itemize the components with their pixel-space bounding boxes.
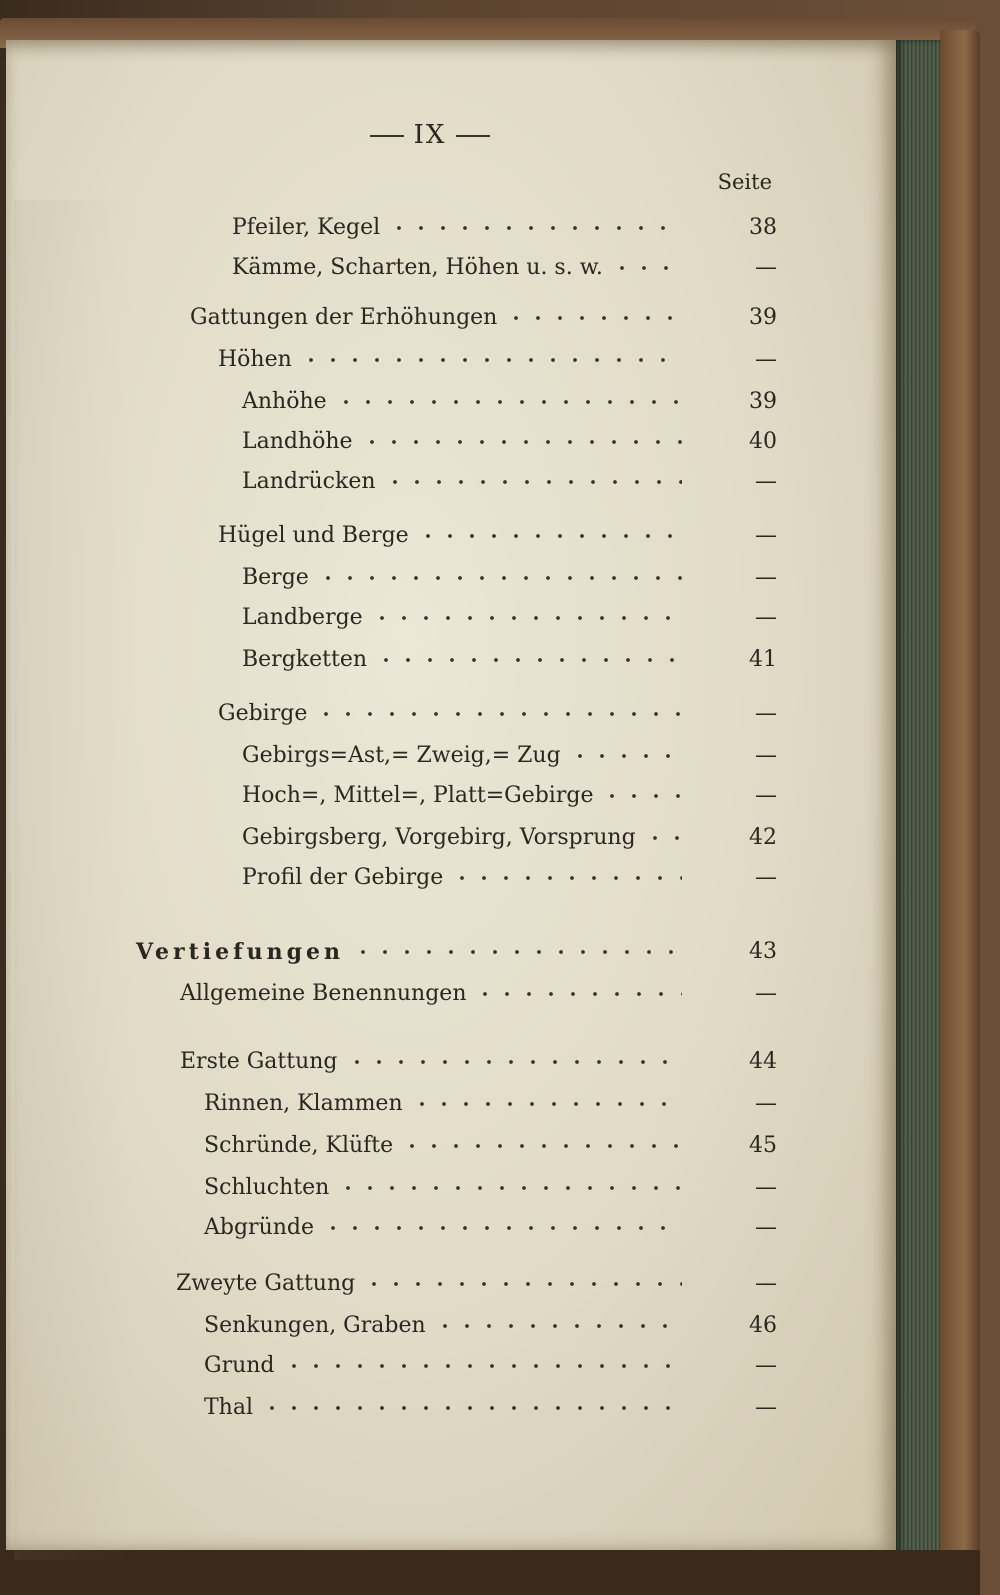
leader-dots <box>401 1130 682 1162</box>
leader-dots <box>335 386 682 418</box>
toc-entry <box>204 1392 690 1424</box>
leader-dots <box>322 1212 682 1244</box>
toc-entry-title: Erste Gattung <box>180 1049 338 1074</box>
toc-entry <box>204 1172 690 1204</box>
toc-entry-title: Höhen <box>218 347 292 372</box>
toc-entry <box>242 740 690 772</box>
toc-entry <box>204 1088 690 1120</box>
leader-dots <box>474 978 682 1010</box>
toc-entry-page: — <box>755 743 777 768</box>
leader-dots <box>505 302 682 334</box>
leader-dots <box>361 426 682 458</box>
header-rule-left <box>370 135 404 137</box>
toc-entry-title: Schründe, Klüfte <box>204 1133 394 1158</box>
toc-entry-page: — <box>755 347 777 372</box>
toc-entry-page: — <box>755 1091 777 1116</box>
toc-entry-page: — <box>755 565 777 590</box>
toc-entry-title: Zweyte Gattung <box>176 1271 356 1296</box>
leader-dots <box>317 562 682 594</box>
leader-dots <box>417 520 682 552</box>
book-cover-edge <box>940 30 980 1560</box>
toc-entry-title: Thal <box>204 1395 253 1420</box>
leader-dots <box>375 644 682 676</box>
toc-entry <box>242 602 690 634</box>
toc-entry-page: 40 <box>749 429 777 454</box>
toc-entry-page: 44 <box>749 1049 777 1074</box>
toc-entry <box>190 302 690 334</box>
leader-dots <box>569 740 682 772</box>
leader-dots <box>611 252 682 284</box>
toc-entry <box>180 1046 690 1078</box>
toc-entry-title: Hoch=, Mittel=, Platt=Gebirge <box>242 783 594 808</box>
leader-dots <box>300 344 682 376</box>
toc-entry <box>204 1212 690 1244</box>
toc-entry-page: — <box>755 469 777 494</box>
toc-entry-title: Gebirgsberg, Vorgebirg, Vorsprung <box>242 825 636 850</box>
header-rule-right <box>456 135 490 137</box>
toc-entry <box>242 780 690 812</box>
toc-entry-title: Bergketten <box>242 647 368 672</box>
toc-entry <box>218 344 690 376</box>
toc-entry-title: Kämme, Scharten, Höhen u. s. w. <box>232 255 603 280</box>
toc-entry <box>242 562 690 594</box>
toc-entry-title: Allgemeine Benennungen <box>180 981 467 1006</box>
toc-entry-page: — <box>755 605 777 630</box>
toc-entry-title: Schluchten <box>204 1175 330 1200</box>
toc-entry-title: Grund <box>204 1353 275 1378</box>
leader-dots <box>315 698 682 730</box>
toc-entry-page: — <box>755 701 777 726</box>
toc-entry-page: — <box>755 865 777 890</box>
toc-entry <box>204 1310 690 1342</box>
leader-dots <box>371 602 682 634</box>
toc-entry <box>218 698 690 730</box>
leader-dots <box>384 466 682 498</box>
toc-entry-page: — <box>755 523 777 548</box>
toc-entry <box>242 386 690 418</box>
toc-entry-page: 43 <box>749 939 777 964</box>
toc-entry-page: — <box>755 1215 777 1240</box>
toc-entry <box>242 644 690 676</box>
toc-entry-page: 38 <box>749 215 777 240</box>
toc-entry-page: 39 <box>749 305 777 330</box>
bleed-through-shadow <box>14 200 134 1560</box>
toc-entry-title: Anhöhe <box>242 389 327 414</box>
leader-dots <box>363 1268 682 1300</box>
toc-entry <box>204 1130 690 1162</box>
leader-dots <box>411 1088 682 1120</box>
leader-dots <box>644 822 682 854</box>
toc-entry-title: Abgründe <box>204 1215 315 1240</box>
leader-dots <box>434 1310 682 1342</box>
leader-dots <box>346 1046 682 1078</box>
book-bottom-edge <box>0 1550 980 1595</box>
toc-entry-title: Profil der Gebirge <box>242 865 444 890</box>
toc-entry-page: 41 <box>749 647 777 672</box>
toc-entry-page: — <box>755 783 777 808</box>
leader-dots <box>601 780 682 812</box>
toc-entry-page: — <box>755 1271 777 1296</box>
toc-entry <box>242 466 690 498</box>
leader-dots <box>261 1392 682 1424</box>
column-label: Seite <box>717 170 772 194</box>
toc-entry-title: Gebirgs=Ast,= Zweig,= Zug <box>242 743 561 768</box>
toc-entry-page: 45 <box>749 1133 777 1158</box>
toc-entry <box>180 978 690 1010</box>
toc-entry-page: 46 <box>749 1313 777 1338</box>
page-number: IX <box>413 120 447 150</box>
toc-entry <box>232 212 690 244</box>
toc-section-title: Vertiefungen <box>136 939 344 965</box>
toc-entry <box>242 822 690 854</box>
toc-entry-title: Hügel und Berge <box>218 523 409 548</box>
leader-dots <box>352 936 682 968</box>
toc-entry-title: Landhöhe <box>242 429 353 454</box>
page-block-edge <box>896 40 940 1555</box>
toc-entry-title: Landrücken <box>242 469 376 494</box>
toc-entry-title: Senkungen, Graben <box>204 1313 426 1338</box>
leader-dots <box>337 1172 682 1204</box>
page-header <box>330 120 530 150</box>
toc-entry-title: Rinnen, Klammen <box>204 1091 403 1116</box>
leader-dots <box>283 1350 682 1382</box>
toc-entry-title: Gattungen der Erhöhungen <box>190 305 498 330</box>
toc-entry-title: Berge <box>242 565 309 590</box>
toc-entry-title: Landberge <box>242 605 363 630</box>
toc-entry-page: — <box>755 1395 777 1420</box>
toc-entry <box>242 426 690 458</box>
toc-entry <box>242 862 690 894</box>
toc-entry-title: Gebirge <box>218 701 308 726</box>
toc-entry <box>204 1350 690 1382</box>
toc-section <box>136 936 690 968</box>
toc-entry-page: — <box>755 981 777 1006</box>
toc-entry <box>232 252 690 284</box>
toc-entry <box>218 520 690 552</box>
leader-dots <box>388 212 682 244</box>
toc-entry <box>176 1268 690 1300</box>
toc-entry-page: 39 <box>749 389 777 414</box>
toc-entry-page: — <box>755 1175 777 1200</box>
toc-entry-title: Pfeiler, Kegel <box>232 215 381 240</box>
toc-entry-page: — <box>755 255 777 280</box>
leader-dots <box>451 862 682 894</box>
toc-entry-page: — <box>755 1353 777 1378</box>
toc-entry-page: 42 <box>749 825 777 850</box>
